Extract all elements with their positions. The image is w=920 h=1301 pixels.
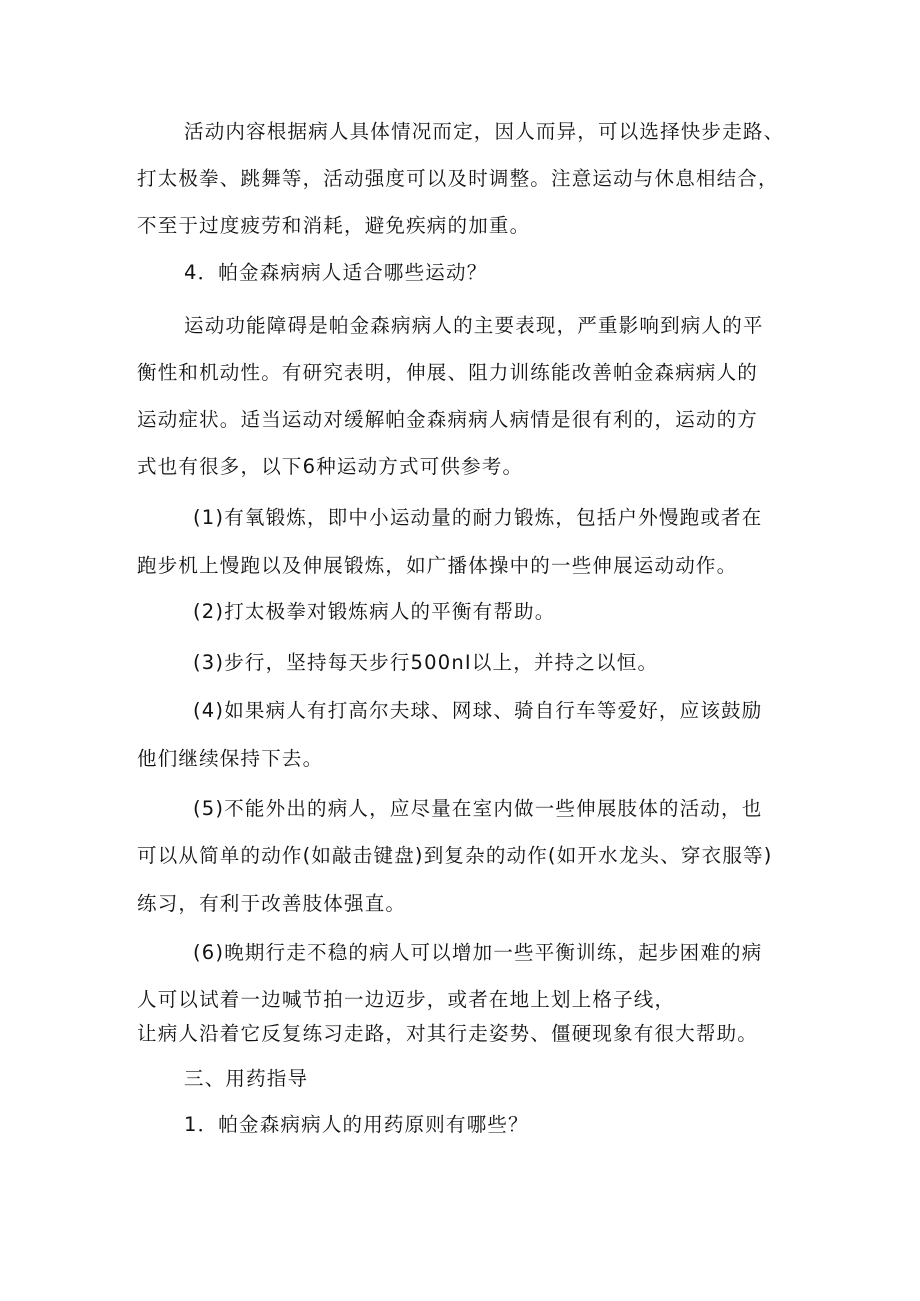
text-line: 他们继续保持下去。 (137, 747, 324, 770)
section-heading: 1．帕金森病病人的用药原则有哪些？ (184, 1113, 529, 1136)
text-line: 运动功能障碍是帕金森病病人的主要表现，严重影响到病人的平 (184, 314, 764, 337)
text-line: 式也有很多，以下6种运动方式可供参考。 (137, 455, 524, 478)
text-line: 练习，有利于改善肢体强直。 (137, 892, 407, 915)
text-line: 打太极拳、跳舞等，活动强度可以及时调整。注意运动与休息相结合， (137, 167, 779, 190)
section-heading: 4．帕金森病病人适合哪些运动？ (184, 261, 488, 284)
text-line: 衡性和机动性。有研究表明，伸展、阻力训练能改善帕金森病病人的 (137, 361, 759, 384)
text-line: 让病人沿着它反复练习走路，对其行走姿势、僵硬现象有很大帮助。 (137, 1022, 759, 1045)
list-item: (6)晚期行走不稳的病人可以增加一些平衡训练，起步困难的病 (193, 941, 763, 964)
text-line: 活动内容根据病人具体情况而定，因人而异，可以选择快步走路、 (184, 120, 785, 143)
list-item: (3)步行，坚持每天步行500nI以上，并持之以恒。 (193, 651, 659, 674)
text-line: 人可以试着一边喊节拍一边迈步，或者在地上划上格子线， (137, 988, 676, 1011)
list-item: (5)不能外出的病人，应尽量在室内做一些伸展肢体的活动，也 (193, 797, 763, 820)
text-line: 运动症状。适当运动对缓解帕金森病病人病情是很有利的，运动的方 (137, 408, 759, 431)
text-line: 可以从简单的动作(如敲击键盘)到复杂的动作(如开水龙头、穿衣服等) (137, 844, 773, 867)
list-item: (1)有氧锻炼，即中小运动量的耐力锻炼，包括户外慢跑或者在 (193, 506, 763, 529)
list-item: (4)如果病人有打高尔夫球、网球、骑自行车等爱好，应该鼓励 (193, 699, 763, 722)
text-line: 不至于过度疲劳和消耗，避免疾病的加重。 (137, 214, 531, 237)
section-heading: 三、用药指导 (184, 1067, 309, 1090)
list-item: (2)打太极拳对锻炼病人的平衡有帮助。 (193, 600, 556, 623)
text-line: 跑步机上慢跑以及伸展锻炼，如广播体操中的一些伸展运动动作。 (137, 554, 738, 577)
